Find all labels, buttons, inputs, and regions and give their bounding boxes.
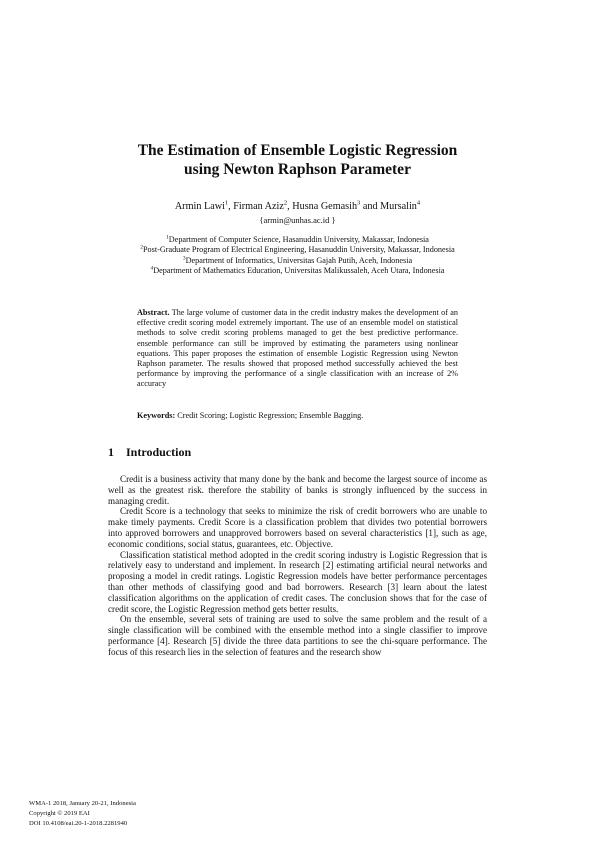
body-paragraph: Classification statistical method adopted in the credit scoring industry is Logistic Regression that is relatively easy to understand and implement. In research [2] estimating artificial neural networks and proposing a model in credit ratings. Logistic Regression models have better performance percentages than other methods of classifying good and bad borrowers. Research [3] learn about the latest classification algorithms on the application of credit cases. The conclusion shows that for the case of credit score, the Logistic Regression method gets better results. bbox=[108, 549, 487, 614]
affiliation-line bbox=[0, 235, 595, 245]
author-name: Mursalin bbox=[380, 201, 417, 212]
section-title: Introduction bbox=[126, 445, 192, 459]
section-heading bbox=[108, 445, 191, 459]
author-block bbox=[0, 201, 595, 226]
paper-title bbox=[0, 141, 595, 179]
affiliation-text: Post-Graduate Program of Electrical Engineering, Hasanuddin University, Makassar, Indonesia bbox=[142, 245, 455, 255]
affiliation-mark: 1 bbox=[166, 234, 169, 241]
affiliation-mark: 4 bbox=[150, 265, 154, 272]
author-email: {armin@unhas.ac.id } bbox=[259, 215, 336, 225]
affiliation-mark: 2 bbox=[140, 244, 143, 251]
footer-doi: DOI 10.4108/eai.20-1-2018.2281940 bbox=[29, 819, 128, 827]
author-name: Husna Gemasih bbox=[292, 201, 358, 212]
affiliation-mark: 3 bbox=[182, 255, 186, 262]
affiliation-line bbox=[0, 266, 595, 276]
keywords bbox=[137, 411, 458, 421]
author-affil-mark: 4 bbox=[416, 199, 421, 207]
affiliations bbox=[0, 235, 595, 277]
author-name: Armin Lawi bbox=[174, 201, 225, 212]
author-separator: and bbox=[360, 201, 381, 212]
author-list bbox=[0, 201, 595, 213]
author-separator: , bbox=[228, 201, 234, 212]
footer-conference: WMA-1 2018, January 20-21, Indonesia bbox=[29, 800, 136, 807]
keywords-text: Credit Scoring; Logistic Regression; Ensemble Bagging. bbox=[175, 411, 364, 420]
author-affil-mark: 1 bbox=[224, 199, 229, 207]
author-separator: , bbox=[287, 201, 293, 212]
paper-title-line: using Newton Raphson Parameter bbox=[184, 161, 411, 178]
body-paragraph: Credit Score is a technology that seeks to minimize the risk of credit borrowers who are unable to make timely payments. Credit Score is a classification problem that divides two potential borrowers into approved borrowers and unapproved borrowers based on several characteristics [1], such as age, economic conditions, social status, guarantees, etc. Objective. bbox=[108, 506, 487, 549]
affiliation-text: Department of Computer Science, Hasanuddin University, Makassar, Indonesia bbox=[168, 235, 429, 244]
abstract bbox=[137, 308, 458, 390]
affiliation-line bbox=[0, 245, 595, 255]
author-affil-mark: 2 bbox=[283, 199, 288, 207]
section-number: 1 bbox=[108, 445, 114, 459]
affiliation-text: Department of Mathematics Education, Universitas Malikussaleh, Aceh Utara, Indonesia bbox=[153, 266, 445, 276]
footer-copyright: Copyright © 2019 EAI bbox=[29, 809, 90, 817]
body-paragraph: On the ensemble, several sets of training are used to solve the same problem and the result of a single classification will be combined with the ensemble method into a single classifier to improve performance [4]. Research [5] divide the three data partitions to see the chi-square performance. The focus of this research lies in the selection of features and the research show bbox=[108, 614, 487, 657]
affiliation-text: Department of Informatics, Universitas Gajah Putih, Aceh, Indonesia bbox=[185, 255, 413, 265]
body-paragraph: Credit is a business activity that many done by the bank and become the largest source of income as well as the greatest risk. therefore the stability of banks is strongly influenced by the success in managing credit. bbox=[108, 474, 487, 506]
author-name: Firman Aziz bbox=[233, 201, 284, 212]
keywords-label: Keywords: bbox=[137, 411, 176, 420]
affiliation-line bbox=[0, 256, 595, 266]
section-body bbox=[108, 474, 487, 658]
author-affil-mark: 3 bbox=[357, 199, 361, 207]
page-footer bbox=[29, 799, 136, 828]
abstract-label: Abstract. bbox=[137, 308, 170, 317]
abstract-text: The large volume of customer data in the credit industry makes the development of an effective credit scoring model extremely important. The use of an ensemble model on statistical methods to solve credit scoring problems managed to get the best predictive performance. ensemble performance can still be improved by estimating the parameters using nonlinear equations. This paper proposes the estimation of ensemble Logistic Regression using Newton Raphson parameter. The results showed that proposed method successfully achieved the best performance by improving the performance of a single classification with an increase of 2% accuracy bbox=[137, 308, 458, 389]
paper-title-line: The Estimation of Ensemble Logistic Regression bbox=[137, 142, 458, 159]
